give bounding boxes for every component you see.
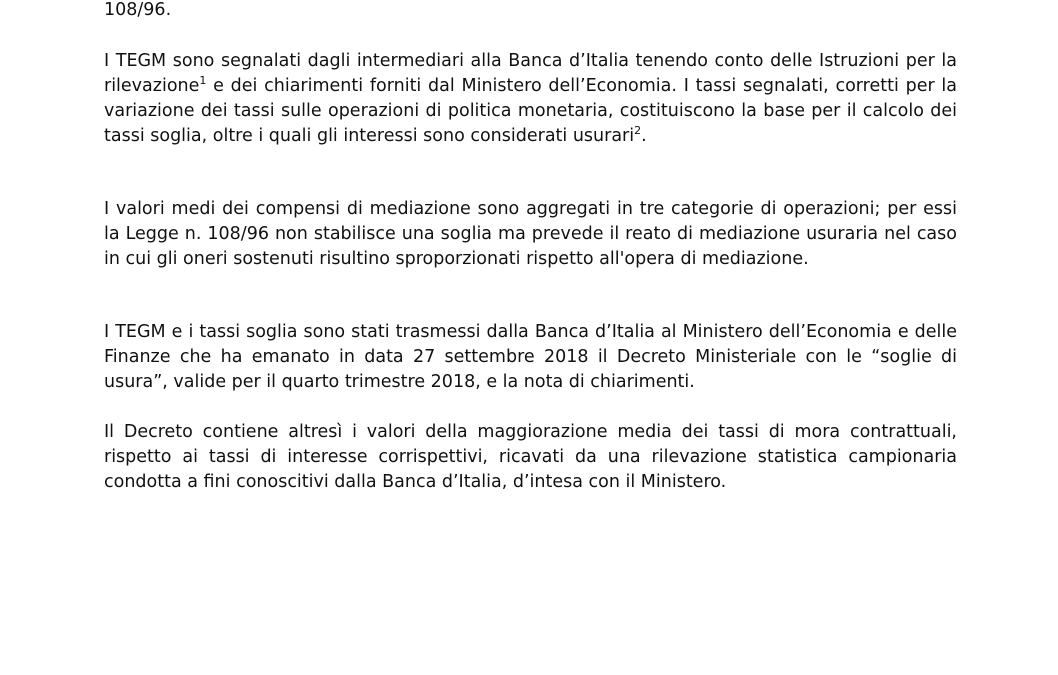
paragraph-text: . xyxy=(641,126,647,146)
paragraph-text: I TEGM sono segnalati dagli intermediari alla Banca d’Italia tenendo conto delle Istruzioni per la rilevazione xyxy=(104,51,957,96)
paragraph-text: e dei chiarimenti forniti dal Ministero dell’Economia. I tassi segnalati, corretti per la variazione dei tassi sulle operazioni di politica monetaria, costituiscono la base per il calcolo dei tassi soglia, oltre i quali gli interessi sono considerati usurari xyxy=(104,76,957,146)
footnote-ref-2: 2 xyxy=(634,124,642,138)
paragraph-tegm-reporting xyxy=(104,49,957,149)
paragraph-late-interest: Il Decreto contiene altresì i valori della maggiorazione media dei tassi di mora contrattuali, rispetto ai tassi di interesse corrispettivi, ricavati da una rilevazione statistica campionaria condotta a fini conoscitivi dalla Banca d’Italia, d’intesa con il Ministero. xyxy=(104,422,957,492)
paragraph-decree-transmission: I TEGM e i tassi soglia sono stati trasmessi dalla Banca d’Italia al Ministero dell’Economia e delle Finanze che ha emanato in data 27 settembre 2018 il Decreto Ministeriale con le “soglie di usura”, valide per il quarto trimestre 2018, e la nota di chiarimenti. xyxy=(104,322,957,392)
continued-line: 108/96. xyxy=(104,0,172,20)
footnote-ref-1: 1 xyxy=(199,74,207,88)
paragraph-mediation-fees: I valori medi dei compensi di mediazione sono aggregati in tre categorie di operazioni; per essi la Legge n. 108/96 non stabilisce una soglia ma prevede il reato di mediazione usuraria nel caso in cui gli oneri sostenuti risultino sproporzionati rispetto all'opera di mediazione. xyxy=(104,199,957,269)
